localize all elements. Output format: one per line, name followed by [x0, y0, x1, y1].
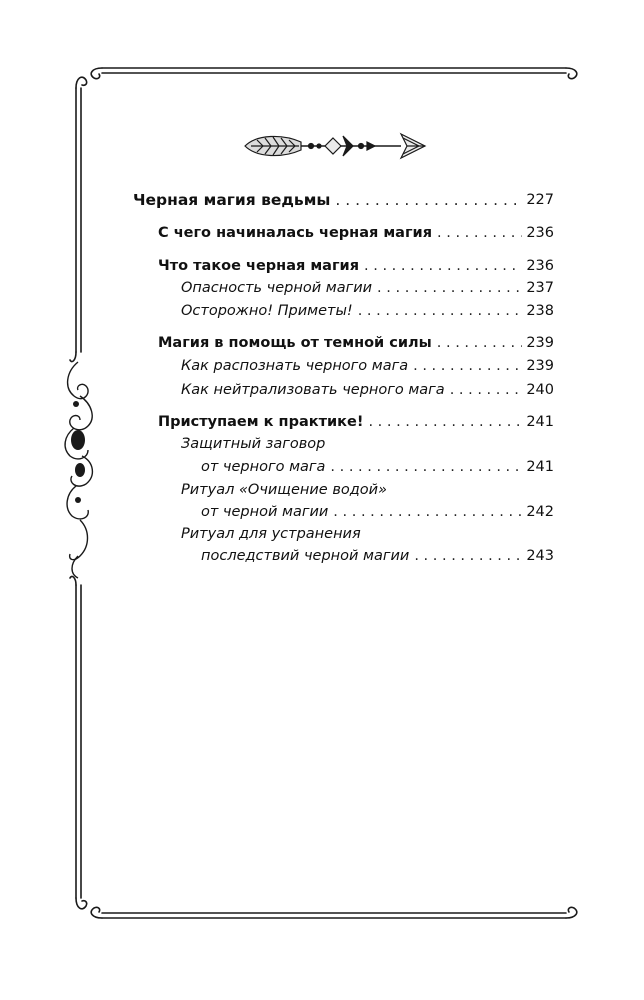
- toc-entry-title: Осторожно! Приметы!: [181, 303, 353, 319]
- toc-entry[interactable]: [158, 333, 554, 353]
- toc-entry[interactable]: [158, 223, 554, 243]
- toc-leader-dots: [414, 546, 522, 566]
- toc-entry[interactable]: [133, 190, 554, 210]
- toc-entry[interactable]: [201, 457, 554, 477]
- toc-entry[interactable]: [181, 380, 554, 400]
- toc-entry-title: Как нейтрализовать черного мага: [181, 382, 445, 398]
- toc-leader-dots: [335, 190, 522, 210]
- toc-entry-page: 242: [526, 504, 554, 520]
- toc-leader-dots: [450, 380, 523, 400]
- toc-entry-page: 239: [526, 358, 554, 374]
- toc-entry-page: 227: [526, 192, 554, 208]
- toc-entry[interactable]: [158, 412, 554, 432]
- toc-leader-dots: [358, 301, 523, 321]
- toc-leader-dots: [413, 356, 522, 376]
- toc-entry-page: 238: [526, 303, 554, 319]
- toc-leader-dots: [437, 223, 522, 243]
- toc-entry[interactable]: [181, 278, 554, 298]
- toc-entry-title-line2: от черного мага: [201, 459, 326, 475]
- toc-entry[interactable]: [201, 502, 554, 522]
- toc-entry-title-line1: Ритуал «Очищение водой»: [181, 482, 388, 498]
- toc-entry-page: 243: [526, 548, 554, 564]
- toc-entry-page: 237: [526, 280, 554, 296]
- toc-leader-dots: [377, 278, 522, 298]
- toc-entry-title-line2: от черной магии: [201, 504, 329, 520]
- toc-entry[interactable]: [181, 356, 554, 376]
- toc-leader-dots: [330, 457, 522, 477]
- toc-entry-title: Опасность черной магии: [181, 280, 373, 296]
- toc-leader-dots: [437, 333, 523, 353]
- toc-entry-title-line2: последствий черной магии: [201, 548, 410, 564]
- toc-entry-page: 241: [526, 414, 554, 430]
- toc-leader-dots: [333, 502, 522, 522]
- toc-entry-page: 236: [526, 258, 554, 274]
- toc-entry-page: 241: [526, 459, 554, 475]
- toc-entry-title: С чего начиналась черная магия: [158, 225, 433, 241]
- toc-entry-page: 236: [526, 225, 554, 241]
- toc-entry[interactable]: [201, 546, 554, 566]
- toc-leader-dots: [364, 256, 522, 276]
- toc-entry-page: 240: [526, 382, 554, 398]
- toc-entry-title: Что такое черная магия: [158, 258, 360, 274]
- toc-entry-title: Черная магия ведьмы: [133, 191, 331, 209]
- toc-leader-dots: [368, 412, 522, 432]
- toc-entry-title-line1: Защитный заговор: [181, 436, 326, 452]
- toc-entry-title: Приступаем к практике!: [158, 414, 364, 430]
- toc-entry-title: Магия в помощь от темной силы: [158, 335, 432, 351]
- toc-entry[interactable]: [158, 256, 554, 276]
- toc-entry[interactable]: [181, 301, 554, 321]
- toc-entry-page: 239: [526, 335, 554, 351]
- toc-entry-title-line1: Ритуал для устранения: [181, 526, 361, 542]
- toc-entry-title: Как распознать черного мага: [181, 358, 409, 374]
